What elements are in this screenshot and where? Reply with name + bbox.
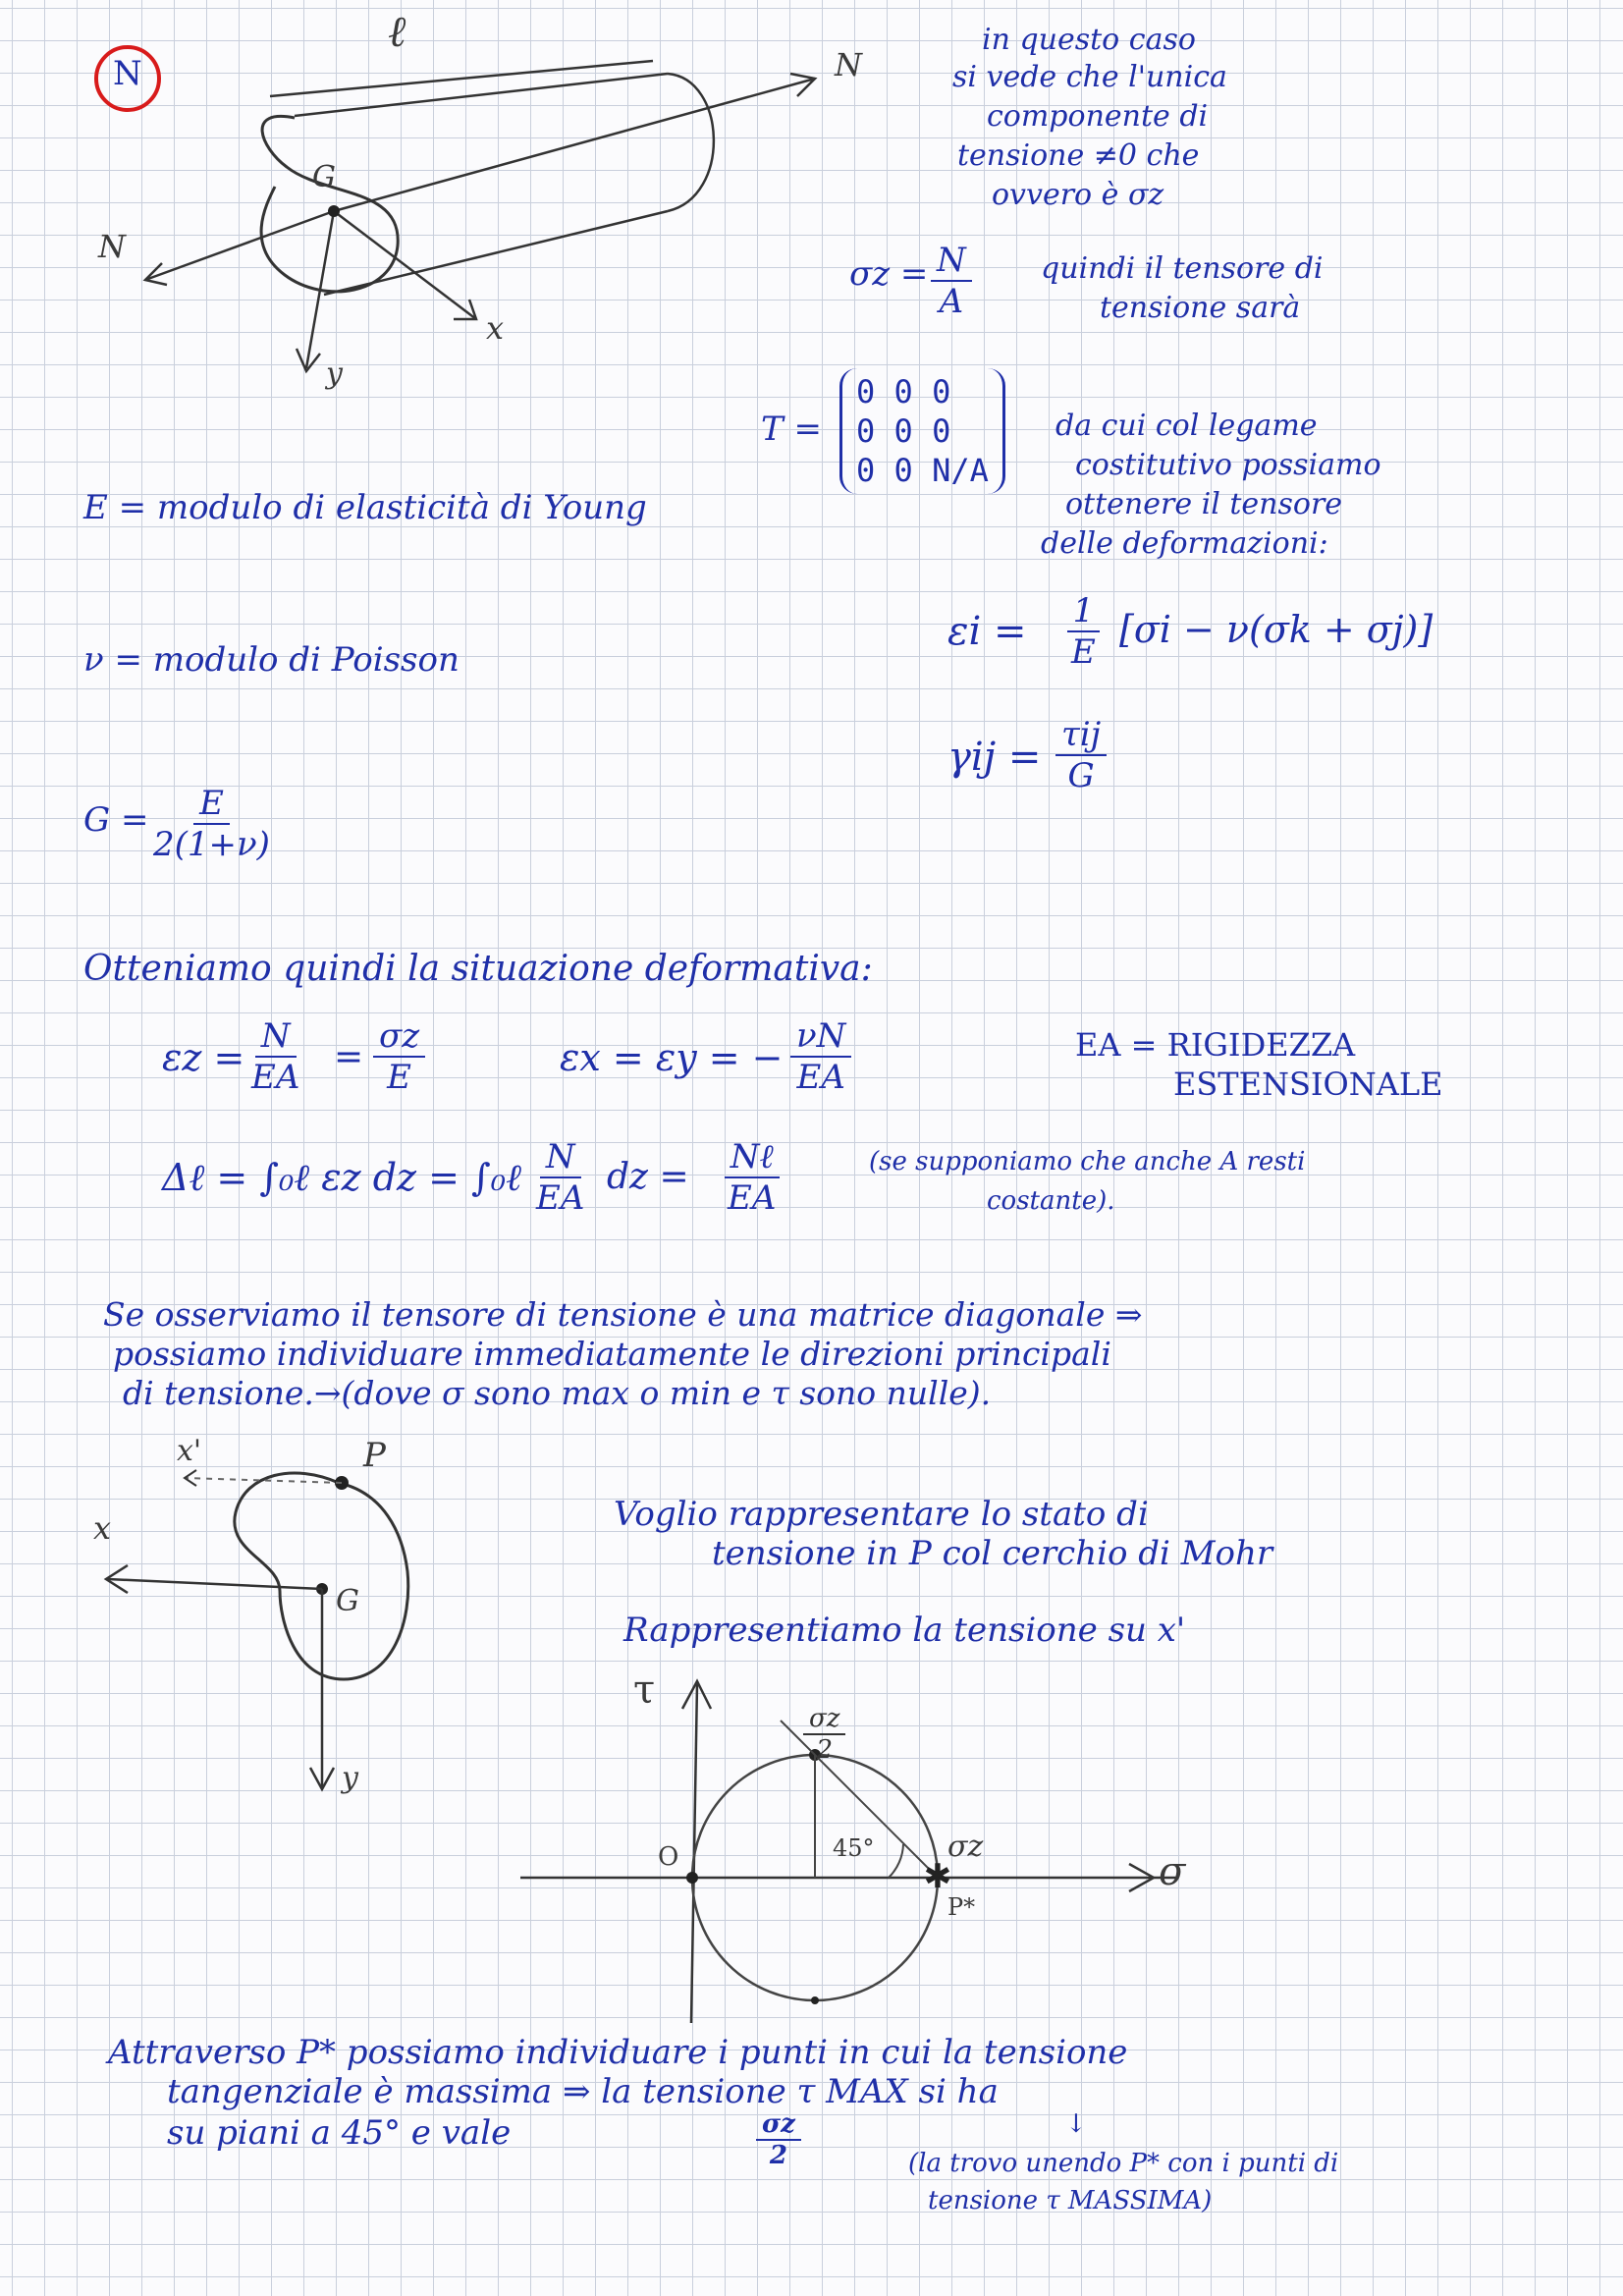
ea-label-line2: ESTENSIONALE [1173,1066,1443,1103]
situazione-heading: Otteniamo quindi la situazione deformativa: [83,949,873,989]
sigma-formula-den: A [939,282,964,321]
eps-z-num1: N [255,1016,297,1058]
quindi-line1: quindi il tensore di [1041,251,1324,286]
mohr-angle-arc [889,1844,903,1878]
trovo-line2: tensione τ MASSIMA) [928,2186,1213,2215]
delta-l-num1: N [540,1137,581,1178]
eps-formula-coef-num: 1 [1067,591,1101,632]
badge-label: N [113,54,142,93]
def-G-num: E [193,784,230,825]
mohr-pstar-label: P* [947,1893,976,1921]
eps-z-eq: = [334,1037,364,1077]
attraverso-frac [756,2109,801,2170]
legame-line2: costitutivo possiamo [1075,448,1381,482]
def-G-lhs: G = [83,800,149,840]
def-E: E = modulo di elasticità di Young [83,488,647,527]
mohr-sigma-label: σ [1159,1849,1186,1894]
mohr-pstar-mark: ✱ [923,1857,952,1896]
note-top-line1: in questo caso [982,23,1196,57]
attraverso-frac-num: σz [756,2109,801,2141]
eps-z-den1: EA [251,1058,300,1097]
osservazione-line3: di tensione.→(dove σ sono max o min e τ sono nulle). [123,1374,992,1412]
note-top-line4: tensione ≠0 che [957,138,1200,173]
note-top-line5: ovvero è σz [992,178,1164,212]
sketch1-label-n-right: N [835,46,862,83]
def-G-den: 2(1+ν) [153,825,270,864]
eps-z-lhs: εz = [162,1036,245,1079]
eps-z-den2: E [387,1058,411,1097]
quindi-line2: tensione sarà [1100,291,1301,325]
mohr-angle-label: 45° [833,1834,875,1862]
eps-xy-num: νN [790,1016,851,1058]
sketch1-label-y: y [326,356,343,391]
eps-xy-lhs: εx = εy = − [560,1036,784,1079]
matrix-label: T = [761,410,822,449]
attraverso-frac-den: 2 [769,2141,788,2170]
matrix-row-2: 0 0 0 [856,412,951,450]
rappresentiamo-text: Rappresentiamo la tensione su x' [623,1611,1186,1650]
eps-formula-coef-den: E [1071,632,1096,672]
trovo-line1: (la trovo unendo P* con i punti di [908,2149,1339,2178]
def-nu: ν = modulo di Poisson [83,640,460,680]
delta-l-den1: EA [536,1178,585,1218]
delta-l-den2: EA [728,1178,777,1218]
sketch2-G: G [336,1584,359,1618]
mohr-origin-label: O [658,1842,679,1872]
mohr-text-line2: tensione in P col cerchio di Mohr [712,1534,1273,1573]
gamma-formula-lhs: γij = [947,735,1042,780]
mohr-bottom-dot [811,1996,819,2004]
eps-z-num2: σz [373,1016,425,1058]
delta-l-lhs: Δℓ = ∫₀ℓ εz dz = ∫₀ℓ [162,1156,521,1199]
mohr-text-line1: Voglio rappresentare lo stato di [614,1495,1149,1534]
note-top-line3: componente di [987,99,1209,134]
legame-line3: ottenere il tensore [1065,487,1343,521]
mohr-top-frac [803,1704,845,1765]
mohr-tau-label: τ [633,1667,656,1713]
eps-xy-den: EA [796,1058,845,1097]
ea-label-line1: EA = RIGIDEZZA [1075,1026,1356,1064]
gamma-formula-den: G [1067,756,1095,795]
sketch2-x-prime: x' [177,1434,202,1468]
matrix-row-3: 0 0 N/A [856,452,989,489]
delta-l-note1: (se supponiamo che anche A resti [869,1147,1306,1176]
delta-l-num2: Nℓ [725,1137,780,1178]
eps-formula-bracket: [σi − ν(σk + σj)] [1119,608,1434,651]
delta-l-note2: costante). [987,1186,1115,1216]
sketch1-label-l: ℓ [388,7,406,57]
sketch2-y: y [342,1761,358,1795]
note-top-line2: si vede che l'unica [952,60,1227,94]
attraverso-line1: Attraverso P* possiamo individuare i punti in cui la tensione [108,2033,1128,2072]
osservazione-line2: possiamo individuare immediatamente le direzioni principali [113,1335,1111,1373]
attraverso-line3: su piani a 45° e vale [167,2113,512,2153]
arrow-down-icon: ↓ [1065,2109,1087,2139]
matrix-row-1: 0 0 0 [856,373,951,410]
attraverso-line2: tangenziale è massima ⇒ la tensione τ MAX si ha [167,2072,999,2111]
sketch1-label-x: x [486,309,505,347]
sigma-formula-lhs: σz = [849,254,929,294]
legame-line4: delle deformazioni: [1041,526,1328,561]
osservazione-line1: Se osserviamo il tensore di tensione è una matrice diagonale ⇒ [103,1295,1143,1334]
eps-formula-lhs: εi = [947,609,1027,654]
mohr-top-num: σz [803,1704,845,1735]
sketch1-label-g: G [312,160,336,194]
mohr-right-label: σz [947,1830,984,1864]
mohr-top-den: 2 [816,1735,833,1765]
legame-line1: da cui col legame [1055,409,1318,443]
sigma-formula-num: N [931,241,972,282]
mohr-origin-dot [686,1872,698,1884]
delta-l-mid: dz = [607,1157,689,1197]
sketch1-label-n-left: N [98,228,126,265]
sketch2-x: x [93,1509,112,1547]
gamma-formula-num: τij [1055,715,1107,756]
axis-x-2 [108,1579,322,1589]
sketch2-P: P [363,1436,386,1475]
